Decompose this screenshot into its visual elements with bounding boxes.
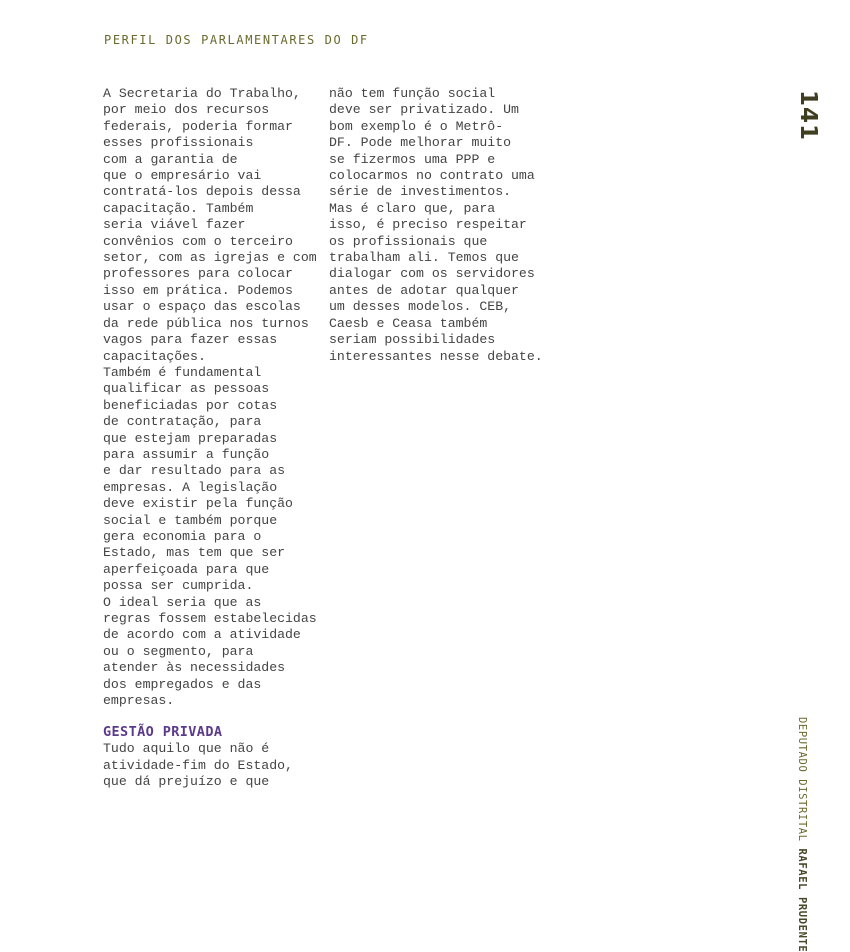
text-line: possa ser cumprida. [103, 578, 254, 594]
side-credit [795, 717, 808, 952]
text-line: convênios com o terceiro [103, 233, 293, 249]
text-line: empresas. A legislação [103, 479, 278, 495]
text-line: de contratação, para [103, 414, 262, 430]
text-line: gera economia para o [103, 528, 262, 544]
text-line: bom exemplo é o Metrô- [329, 118, 504, 134]
text-line: que estejam preparadas [103, 430, 278, 446]
text-line: seria viável fazer [103, 217, 246, 233]
left-column [103, 86, 318, 791]
left-column-body [103, 86, 318, 709]
text-line: antes de adotar qualquer [329, 282, 519, 298]
text-line: usar o espaço das escolas [103, 299, 301, 315]
text-line: de acordo com a atividade [103, 627, 301, 643]
text-line: Tudo aquilo que não é [103, 741, 270, 757]
text-line: seriam possibilidades [329, 332, 496, 348]
text-line: setor, com as igrejas e com [103, 250, 317, 266]
text-line: regras fossem estabelecidas [103, 611, 317, 626]
text-line: Mas é claro que, para [329, 200, 496, 216]
page-number: 141 [795, 90, 821, 142]
text-line: O ideal seria que as [103, 594, 262, 610]
text-line: aperfeiçoada para que [103, 561, 270, 577]
text-line: que dá prejuízo e que [103, 774, 270, 790]
text-line: empresas. [103, 693, 175, 709]
text-line: com a garantia de [103, 151, 238, 167]
text-line: se fizermos uma PPP e [329, 151, 496, 167]
text-line: dialogar com os servidores [329, 266, 535, 282]
text-line: deve ser privatizado. Um [329, 102, 519, 118]
text-line: Também é fundamental [103, 364, 262, 380]
text-line: contratá-los depois dessa [103, 184, 301, 200]
text-line: social e também porque [103, 512, 278, 528]
text-line: da rede pública nos turnos [103, 315, 309, 331]
text-line: professores para colocar [103, 266, 293, 282]
text-line: A Secretaria do Trabalho, [103, 86, 301, 101]
text-line: e dar resultado para as [103, 463, 286, 479]
text-line: não tem função social [329, 86, 496, 101]
text-line: os profissionais que [329, 233, 488, 249]
text-line: um desses modelos. CEB, [329, 299, 512, 315]
right-column [329, 86, 544, 365]
text-line: ou o segmento, para [103, 643, 254, 659]
text-line: dos empregados e das [103, 676, 262, 692]
text-line: trabalham ali. Temos que [329, 250, 519, 266]
text-line: beneficiadas por cotas [103, 397, 278, 413]
section-title: GESTÃO PRIVADA [103, 724, 223, 741]
text-line: deve existir pela função [103, 496, 293, 512]
text-line: vagos para fazer essas [103, 332, 278, 348]
text-line: capacitação. Também [103, 200, 254, 216]
text-line: isso em prática. Podemos [103, 282, 293, 298]
text-line: colocarmos no contrato uma [329, 168, 535, 184]
side-credit-role: DEPUTADO DISTRITAL [796, 717, 808, 842]
text-line: interessantes nesse debate. [329, 348, 543, 364]
text-line: esses profissionais [103, 135, 254, 151]
text-line: para assumir a função [103, 446, 270, 462]
running-header: PERFIL DOS PARLAMENTARES DO DF [104, 33, 369, 47]
text-line: federais, poderia formar [103, 118, 293, 134]
text-line: qualificar as pessoas [103, 381, 270, 397]
text-line: Caesb e Ceasa também [329, 315, 488, 331]
text-line: isso, é preciso respeitar [329, 217, 527, 233]
text-line: atividade-fim do Estado, [103, 757, 293, 773]
text-line: Estado, mas tem que ser [103, 545, 286, 561]
text-line: série de investimentos. [329, 184, 512, 200]
text-line: atender às necessidades [103, 660, 286, 676]
side-credit-name: RAFAEL PRUDENTE [796, 848, 808, 952]
text-line: que o empresário vai [103, 168, 262, 184]
text-line: capacitações. [103, 348, 206, 364]
text-line: DF. Pode melhorar muito [329, 135, 512, 151]
section-body [103, 741, 318, 790]
text-line: por meio dos recursos [103, 102, 270, 118]
